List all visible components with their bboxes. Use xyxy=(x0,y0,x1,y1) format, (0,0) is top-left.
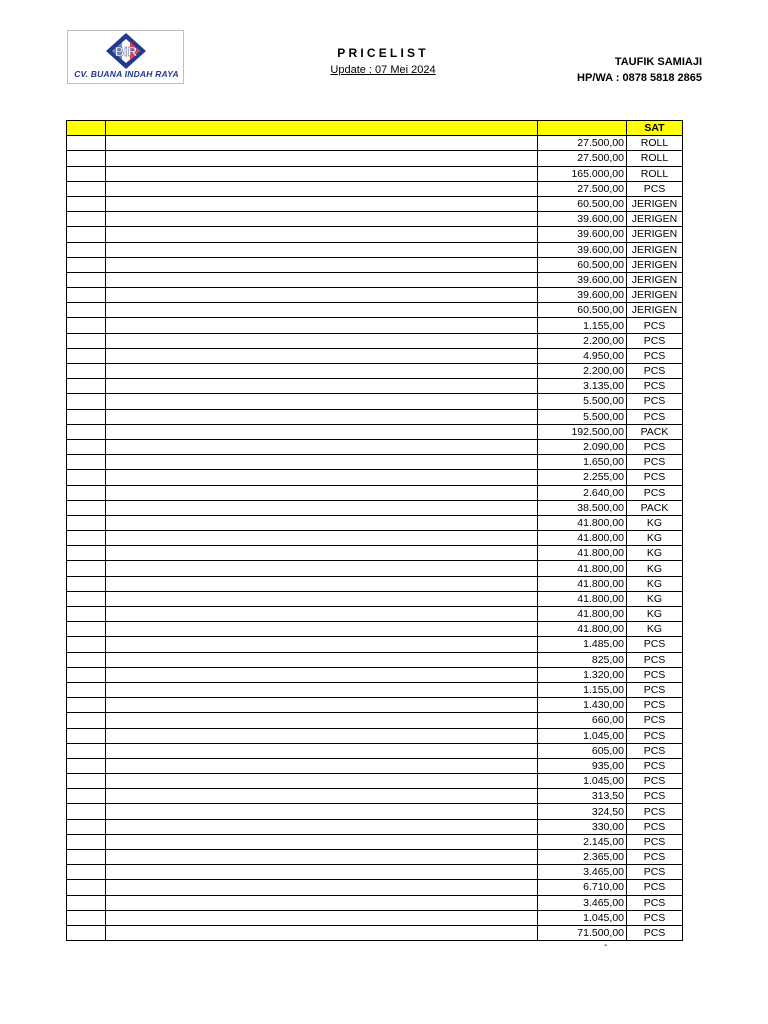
cell-unit: PCS xyxy=(627,485,683,500)
cell-item xyxy=(106,136,538,151)
table-row xyxy=(67,758,683,773)
cell-price: 605,00 xyxy=(538,743,627,758)
company-logo xyxy=(67,30,184,84)
cell-no xyxy=(67,318,106,333)
cell-unit: JERIGEN xyxy=(627,257,683,272)
cell-unit: PCS xyxy=(627,834,683,849)
cell-price: 60.500,00 xyxy=(538,257,627,272)
cell-unit: JERIGEN xyxy=(627,212,683,227)
cell-no xyxy=(67,865,106,880)
cell-price: 2.090,00 xyxy=(538,439,627,454)
cell-item xyxy=(106,242,538,257)
update-date-text: Update : 07 Mei 2024 xyxy=(330,64,436,76)
cell-no xyxy=(67,789,106,804)
cell-no xyxy=(67,455,106,470)
cell-item xyxy=(106,531,538,546)
table-header-row xyxy=(67,121,683,136)
cell-item xyxy=(106,682,538,697)
table-row xyxy=(67,819,683,834)
cell-no xyxy=(67,257,106,272)
cell-price: 27.500,00 xyxy=(538,181,627,196)
cell-no xyxy=(67,561,106,576)
table-row xyxy=(67,151,683,166)
cell-item xyxy=(106,591,538,606)
cell-no xyxy=(67,136,106,151)
cell-unit: PCS xyxy=(627,667,683,682)
cell-item xyxy=(106,288,538,303)
cell-item xyxy=(106,652,538,667)
cell-item xyxy=(106,379,538,394)
logo-letters: BIR xyxy=(114,44,138,59)
cell-item xyxy=(106,257,538,272)
cell-unit: PCS xyxy=(627,698,683,713)
cell-unit: PCS xyxy=(627,713,683,728)
table-row xyxy=(67,728,683,743)
cell-no xyxy=(67,333,106,348)
cell-no xyxy=(67,515,106,530)
table-row xyxy=(67,409,683,424)
cell-no xyxy=(67,622,106,637)
table-row xyxy=(67,196,683,211)
cell-unit: JERIGEN xyxy=(627,303,683,318)
cell-price: 27.500,00 xyxy=(538,136,627,151)
cell-price: 935,00 xyxy=(538,758,627,773)
cell-unit: PCS xyxy=(627,728,683,743)
table-row xyxy=(67,925,683,940)
cell-item xyxy=(106,303,538,318)
cell-no xyxy=(67,394,106,409)
cell-price: 324,50 xyxy=(538,804,627,819)
cell-unit: PCS xyxy=(627,470,683,485)
cell-item xyxy=(106,196,538,211)
cell-no xyxy=(67,774,106,789)
cell-price: 825,00 xyxy=(538,652,627,667)
table-row xyxy=(67,865,683,880)
cell-no xyxy=(67,288,106,303)
cell-price: 3.465,00 xyxy=(538,895,627,910)
cell-unit: KG xyxy=(627,515,683,530)
cell-no xyxy=(67,880,106,895)
cell-item xyxy=(106,364,538,379)
cell-price: 4.950,00 xyxy=(538,348,627,363)
cell-unit: PCS xyxy=(627,880,683,895)
cell-no xyxy=(67,834,106,849)
cell-item xyxy=(106,424,538,439)
cell-price: 1.155,00 xyxy=(538,682,627,697)
cell-item xyxy=(106,151,538,166)
cell-price: 41.800,00 xyxy=(538,546,627,561)
cell-price: 660,00 xyxy=(538,713,627,728)
table-row xyxy=(67,515,683,530)
cell-no xyxy=(67,242,106,257)
cell-price: 39.600,00 xyxy=(538,242,627,257)
cell-no xyxy=(67,151,106,166)
table-row xyxy=(67,470,683,485)
cell-price: 1.485,00 xyxy=(538,637,627,652)
cell-price: 39.600,00 xyxy=(538,288,627,303)
cell-item xyxy=(106,272,538,287)
cell-unit: JERIGEN xyxy=(627,196,683,211)
cell-item xyxy=(106,819,538,834)
cell-unit: ROLL xyxy=(627,166,683,181)
cell-unit: PCS xyxy=(627,850,683,865)
cell-price: 1.045,00 xyxy=(538,728,627,743)
cell-price: 2.365,00 xyxy=(538,850,627,865)
cell-unit: KG xyxy=(627,561,683,576)
cell-item xyxy=(106,515,538,530)
cell-unit: PACK xyxy=(627,500,683,515)
cell-price: 1.045,00 xyxy=(538,774,627,789)
cell-unit: ROLL xyxy=(627,151,683,166)
cell-unit: PCS xyxy=(627,455,683,470)
table-row xyxy=(67,272,683,287)
cell-item xyxy=(106,576,538,591)
cell-item xyxy=(106,698,538,713)
cell-price: 313,50 xyxy=(538,789,627,804)
header-cell-item xyxy=(106,121,538,136)
cell-price: 1.320,00 xyxy=(538,667,627,682)
cell-no xyxy=(67,348,106,363)
cell-unit: PCS xyxy=(627,181,683,196)
table-row xyxy=(67,242,683,257)
cell-unit: KG xyxy=(627,576,683,591)
cell-unit: KG xyxy=(627,622,683,637)
cell-no xyxy=(67,227,106,242)
cell-unit: PCS xyxy=(627,865,683,880)
cell-price: 41.800,00 xyxy=(538,622,627,637)
table-row xyxy=(67,136,683,151)
table-row xyxy=(67,774,683,789)
cell-no xyxy=(67,272,106,287)
cell-item xyxy=(106,546,538,561)
cell-item xyxy=(106,394,538,409)
table-row xyxy=(67,181,683,196)
cell-unit: JERIGEN xyxy=(627,227,683,242)
table-row xyxy=(67,166,683,181)
cell-price: 165.000,00 xyxy=(538,166,627,181)
cell-item xyxy=(106,227,538,242)
cell-item xyxy=(106,166,538,181)
header-cell-unit: SAT xyxy=(627,121,683,136)
cell-price: 5.500,00 xyxy=(538,409,627,424)
cell-price: 2.255,00 xyxy=(538,470,627,485)
cell-item xyxy=(106,500,538,515)
table-row xyxy=(67,318,683,333)
cell-no xyxy=(67,379,106,394)
cell-unit: PCS xyxy=(627,364,683,379)
cell-no xyxy=(67,743,106,758)
cell-no xyxy=(67,166,106,181)
table-row xyxy=(67,257,683,272)
cell-no xyxy=(67,698,106,713)
table-row xyxy=(67,379,683,394)
cell-price: 41.800,00 xyxy=(538,607,627,622)
cell-price: 192.500,00 xyxy=(538,424,627,439)
cell-no xyxy=(67,485,106,500)
table-row xyxy=(67,850,683,865)
cell-no xyxy=(67,303,106,318)
cell-item xyxy=(106,181,538,196)
table-row xyxy=(67,500,683,515)
cell-price: 41.800,00 xyxy=(538,515,627,530)
cell-price: 2.200,00 xyxy=(538,333,627,348)
table-row xyxy=(67,424,683,439)
page-title: PRICELIST xyxy=(337,46,429,60)
table-row xyxy=(67,288,683,303)
cell-item xyxy=(106,409,538,424)
cell-unit: PCS xyxy=(627,652,683,667)
cell-price: 2.200,00 xyxy=(538,364,627,379)
cell-no xyxy=(67,713,106,728)
cell-price: 330,00 xyxy=(538,819,627,834)
cell-price: 2.145,00 xyxy=(538,834,627,849)
cell-item xyxy=(106,637,538,652)
table-row xyxy=(67,531,683,546)
cell-no xyxy=(67,819,106,834)
cell-item xyxy=(106,743,538,758)
cell-item xyxy=(106,470,538,485)
contact-phone: HP/WA : 0878 5818 2865 xyxy=(577,72,702,84)
cell-unit: PCS xyxy=(627,333,683,348)
cell-item xyxy=(106,607,538,622)
cell-unit: KG xyxy=(627,591,683,606)
footer-mark: - xyxy=(604,940,608,951)
table-row xyxy=(67,667,683,682)
table-row xyxy=(67,303,683,318)
cell-item xyxy=(106,728,538,743)
cell-item xyxy=(106,895,538,910)
cell-no xyxy=(67,652,106,667)
cell-price: 38.500,00 xyxy=(538,500,627,515)
header-cell-price xyxy=(538,121,627,136)
cell-item xyxy=(106,850,538,865)
table-row xyxy=(67,364,683,379)
cell-price: 6.710,00 xyxy=(538,880,627,895)
cell-item xyxy=(106,622,538,637)
cell-no xyxy=(67,728,106,743)
cell-unit: PACK xyxy=(627,424,683,439)
table-row xyxy=(67,546,683,561)
cell-no xyxy=(67,758,106,773)
cell-item xyxy=(106,333,538,348)
cell-price: 27.500,00 xyxy=(538,151,627,166)
table-row xyxy=(67,895,683,910)
cell-no xyxy=(67,667,106,682)
table-row xyxy=(67,637,683,652)
cell-unit: PCS xyxy=(627,925,683,940)
cell-no xyxy=(67,181,106,196)
cell-price: 41.800,00 xyxy=(538,576,627,591)
cell-price: 39.600,00 xyxy=(538,272,627,287)
cell-unit: PCS xyxy=(627,318,683,333)
cell-price: 60.500,00 xyxy=(538,303,627,318)
table-row xyxy=(67,789,683,804)
cell-unit: JERIGEN xyxy=(627,272,683,287)
cell-no xyxy=(67,850,106,865)
cell-no xyxy=(67,682,106,697)
cell-unit: PCS xyxy=(627,394,683,409)
cell-unit: PCS xyxy=(627,804,683,819)
logo-diamond-icon xyxy=(68,31,185,71)
cell-item xyxy=(106,348,538,363)
cell-no xyxy=(67,637,106,652)
cell-unit: PCS xyxy=(627,439,683,454)
cell-no xyxy=(67,500,106,515)
cell-price: 1.650,00 xyxy=(538,455,627,470)
table-row xyxy=(67,713,683,728)
header-cell-no xyxy=(67,121,106,136)
table-row xyxy=(67,439,683,454)
cell-unit: PCS xyxy=(627,409,683,424)
cell-item xyxy=(106,561,538,576)
cell-unit: PCS xyxy=(627,348,683,363)
table-row xyxy=(67,743,683,758)
table-row xyxy=(67,804,683,819)
cell-no xyxy=(67,591,106,606)
table-row xyxy=(67,212,683,227)
cell-unit: PCS xyxy=(627,774,683,789)
table-row xyxy=(67,227,683,242)
cell-no xyxy=(67,212,106,227)
cell-item xyxy=(106,713,538,728)
cell-no xyxy=(67,546,106,561)
cell-item xyxy=(106,865,538,880)
cell-unit: PCS xyxy=(627,910,683,925)
cell-price: 41.800,00 xyxy=(538,531,627,546)
cell-price: 5.500,00 xyxy=(538,394,627,409)
table-row xyxy=(67,591,683,606)
cell-price: 2.640,00 xyxy=(538,485,627,500)
cell-item xyxy=(106,439,538,454)
cell-no xyxy=(67,804,106,819)
table-row xyxy=(67,576,683,591)
cell-no xyxy=(67,439,106,454)
cell-unit: PCS xyxy=(627,637,683,652)
cell-unit: PCS xyxy=(627,819,683,834)
cell-no xyxy=(67,470,106,485)
cell-item xyxy=(106,804,538,819)
cell-price: 1.045,00 xyxy=(538,910,627,925)
table-row xyxy=(67,880,683,895)
cell-price: 41.800,00 xyxy=(538,591,627,606)
cell-price: 71.500,00 xyxy=(538,925,627,940)
cell-no xyxy=(67,910,106,925)
cell-unit: PCS xyxy=(627,743,683,758)
cell-unit: ROLL xyxy=(627,136,683,151)
cell-price: 60.500,00 xyxy=(538,196,627,211)
cell-unit: PCS xyxy=(627,789,683,804)
cell-item xyxy=(106,318,538,333)
cell-item xyxy=(106,774,538,789)
cell-no xyxy=(67,196,106,211)
table-row xyxy=(67,561,683,576)
cell-no xyxy=(67,409,106,424)
table-row xyxy=(67,333,683,348)
cell-price: 1.155,00 xyxy=(538,318,627,333)
table-row xyxy=(67,652,683,667)
cell-item xyxy=(106,880,538,895)
cell-unit: JERIGEN xyxy=(627,242,683,257)
cell-item xyxy=(106,667,538,682)
cell-unit: PCS xyxy=(627,682,683,697)
table-row xyxy=(67,348,683,363)
contact-name: TAUFIK SAMIAJI xyxy=(614,56,702,68)
cell-item xyxy=(106,212,538,227)
cell-unit: PCS xyxy=(627,758,683,773)
cell-price: 39.600,00 xyxy=(538,212,627,227)
cell-unit: PCS xyxy=(627,379,683,394)
cell-no xyxy=(67,607,106,622)
cell-item xyxy=(106,789,538,804)
table-row xyxy=(67,910,683,925)
cell-no xyxy=(67,424,106,439)
cell-item xyxy=(106,834,538,849)
price-table xyxy=(66,120,683,941)
table-row xyxy=(67,455,683,470)
cell-no xyxy=(67,531,106,546)
table-row xyxy=(67,485,683,500)
cell-no xyxy=(67,364,106,379)
cell-item xyxy=(106,455,538,470)
cell-item xyxy=(106,485,538,500)
table-row xyxy=(67,834,683,849)
table-row xyxy=(67,394,683,409)
cell-price: 3.135,00 xyxy=(538,379,627,394)
cell-no xyxy=(67,895,106,910)
update-date xyxy=(300,64,466,76)
cell-item xyxy=(106,925,538,940)
company-name: CV. BUANA INDAH RAYA xyxy=(74,69,179,79)
cell-unit: PCS xyxy=(627,895,683,910)
cell-unit: JERIGEN xyxy=(627,288,683,303)
cell-unit: KG xyxy=(627,531,683,546)
table-row xyxy=(67,698,683,713)
cell-no xyxy=(67,925,106,940)
cell-item xyxy=(106,910,538,925)
cell-price: 39.600,00 xyxy=(538,227,627,242)
table-row xyxy=(67,622,683,637)
cell-price: 3.465,00 xyxy=(538,865,627,880)
cell-item xyxy=(106,758,538,773)
cell-price: 41.800,00 xyxy=(538,561,627,576)
cell-no xyxy=(67,576,106,591)
table-row xyxy=(67,682,683,697)
table-row xyxy=(67,607,683,622)
cell-price: 1.430,00 xyxy=(538,698,627,713)
cell-unit: KG xyxy=(627,546,683,561)
cell-unit: KG xyxy=(627,607,683,622)
